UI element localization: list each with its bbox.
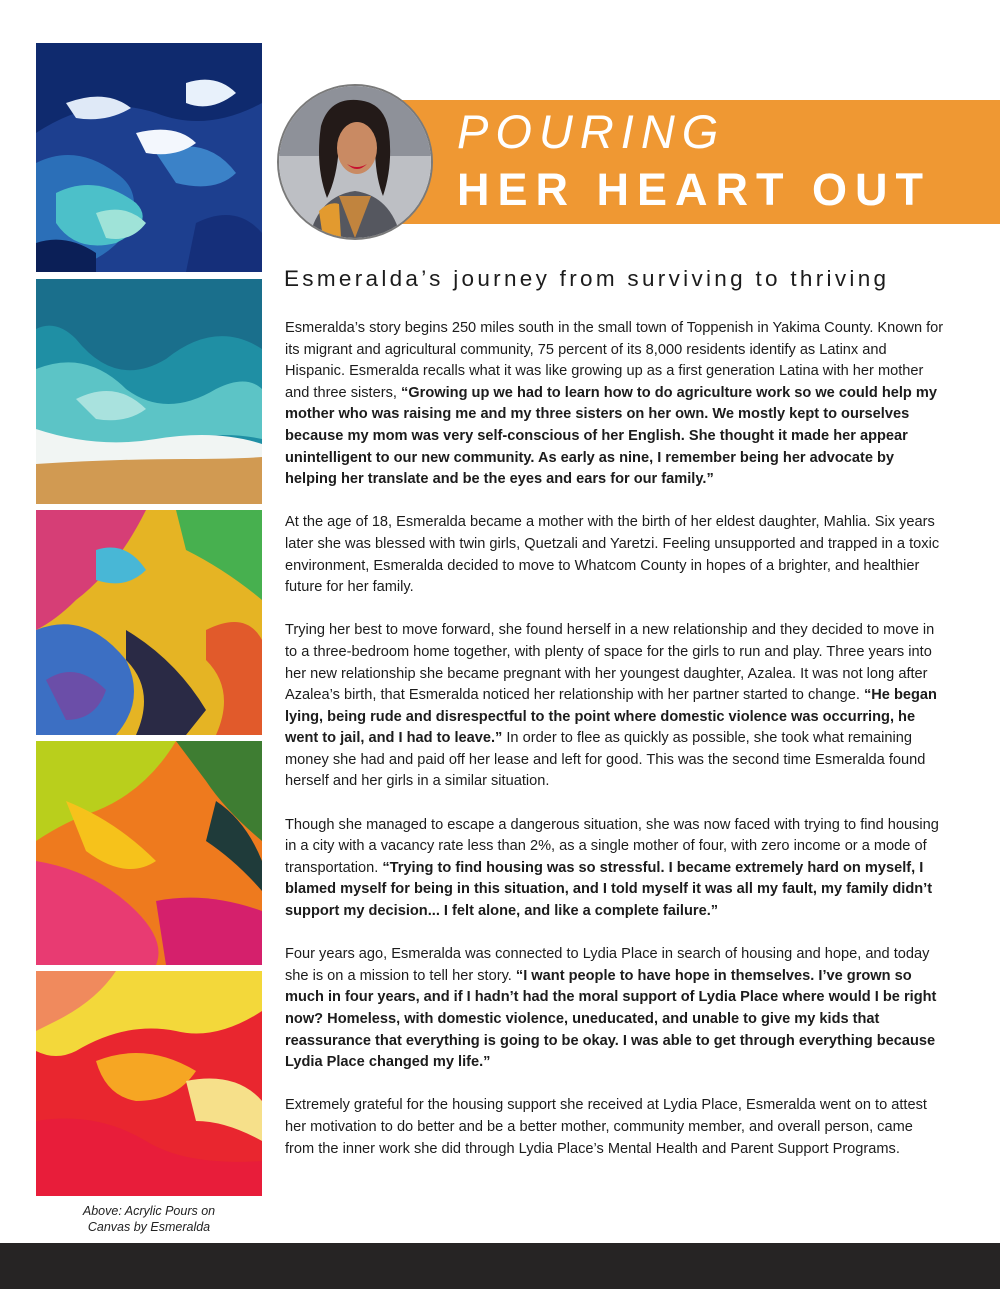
acrylic-pour-painting-sunset [36, 741, 262, 965]
quote-text: “Trying to find housing was so stressful. I became extremely hard on myself, I blamed myself for being in this situation, and I told myself it was all my fault, my family didn’t support my decision... I felt alone, and like a complete failure.” [285, 859, 933, 920]
paragraph-3 [285, 620, 945, 793]
article-subtitle: Esmeralda’s journey from surviving to thriving [284, 266, 890, 291]
paragraph-text: Though she managed to escape a dangerous situation, she was now faced with trying to find housing in a city with a vacancy rate less than 2%, as a single mother of four, with zero income or a mode of transportation. [285, 816, 939, 876]
acrylic-pour-painting-red [36, 971, 262, 1196]
image-caption [36, 1203, 262, 1235]
title-line-2: HER HEART OUT [457, 164, 931, 215]
paragraph-text: Esmeralda’s story begins 250 miles south in the small town of Toppenish in Yakima County. Known for its migrant and agricultural community, 75 percent of its 8,000 residents identify as Latinx and Hispanic. Esmeralda recalls what it was like growing up as a first generation Latina with her mother and three sisters, [285, 320, 944, 401]
paragraph-6 [285, 1095, 945, 1160]
paragraph-text: Extremely grateful for the housing support she received at Lydia Place, Esmeralda went on to attest her motivation to do better and be a better mother, community member, and overall person, came from the inner work she did through Lydia Place’s Mental Health and Parent Support Programs. [285, 1097, 927, 1157]
paragraph-text: At the age of 18, Esmeralda became a mother with the birth of her eldest daughter, Mahlia. Six years later she was blessed with twin girls, Quetzali and Yaretzi. Feeling unsupported and trapped in a toxic environment, Esmeralda decided to move to Whatcom County in hopes of a brighter, and healthier future for her family. [285, 514, 940, 596]
quote-text: “Growing up we had to learn how to do agriculture work so we could help my mother who was raising me and my three sisters on her own. We mostly kept to ourselves because my mom was very self-conscious of her English. She thought it made her appear unintelligent to our new community. As early as nine, I remember being her advocate by helping her translate and be the eyes and ears for our family.” [285, 384, 937, 488]
acrylic-pour-painting-blue [36, 43, 262, 272]
paragraph-text: Four years ago, Esmeralda was connected to Lydia Place in search of housing and hope, and today she is on a mission to tell her story. [285, 946, 930, 984]
paragraph-5 [285, 944, 945, 1074]
title-line-1: POURING [457, 105, 726, 158]
quote-text: “He began lying, being rude and disrespectful to the point where domestic violence was occurring, he went to jail, and I had to leave.” [285, 687, 937, 747]
paragraph-text-continued: In order to flee as quickly as possible, she took what remaining money she had and paid off her lease and left for good. This was the second time Esmeralda found herself and her girls in a similar situation. [285, 730, 926, 790]
article-body [285, 318, 945, 1182]
caption-line-2: Canvas by Esmeralda [87, 1220, 211, 1234]
esmeralda-portrait [277, 84, 433, 240]
paragraph-2 [285, 512, 945, 598]
footer-bar [0, 1243, 1000, 1289]
quote-text: “I want people to have hope in themselves. I’ve grown so much in four years, and if I hadn’t had the moral support of Lydia Place where would I be right now? Homeless, with domestic violence, uneducated, and unable to give my kids that reassurance that everything is going to be okay. I was able to get through everything because Lydia Place changed my life.” [285, 967, 937, 1071]
acrylic-pour-painting-teal [36, 279, 262, 504]
paragraph-text: Trying her best to move forward, she found herself in a new relationship and they decided to move in to a three-bedroom home together, with plenty of space for the girls to run and play. Three years into her new relationship she became pregnant with her youngest daughter, Azalea. It was not long after Azalea’s birth, that Esmeralda noticed her relationship with her partner started to change. [285, 622, 935, 704]
caption-line-1: Above: Acrylic Pours on [82, 1204, 216, 1218]
paragraph-1 [285, 318, 945, 491]
acrylic-pour-painting-rainbow [36, 510, 262, 735]
paragraph-4 [285, 815, 945, 923]
